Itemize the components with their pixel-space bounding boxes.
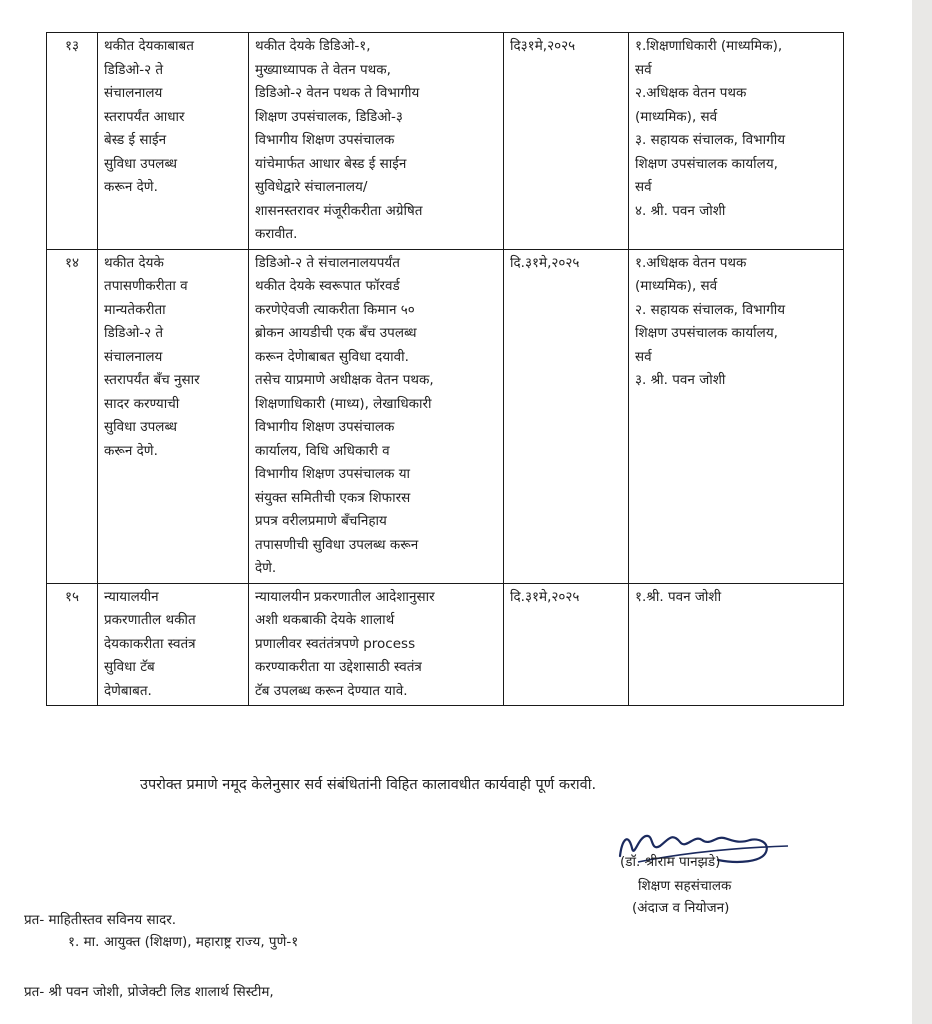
action-line: सुविधेद्वारे संचालनालय/ <box>255 179 368 195</box>
subject-line: देयकाकरीता स्वतंत्र <box>104 635 196 652</box>
table-row <box>47 249 844 583</box>
row-responsible <box>629 583 844 706</box>
row-deadline: दि.३१मे,२०२५ <box>504 583 629 706</box>
action-line: अशी थकबाकी देयके शालार्थ <box>255 612 395 628</box>
action-line: कार्यालय, विधि अधिकारी व <box>255 442 390 459</box>
action-line: थकीत देयके डिडिओ-१, <box>255 38 371 54</box>
action-line: विभागीय शिक्षण उपसंचालक या <box>255 466 411 482</box>
signatory-designation: शिक्षण सहसंचालक <box>638 878 732 894</box>
action-line: टॅब उपलब्ध करून देण्यात यावे. <box>255 682 408 699</box>
responsible-line: ३. श्री. पवन जोशी <box>635 372 726 388</box>
subject-line: सुविधा टॅब <box>104 659 155 675</box>
action-line: डिडिओ-२ ते संचालनालयपर्यंत <box>255 254 400 271</box>
responsible-line: (माध्यमिक), सर्व <box>635 108 718 125</box>
responsible-line: ३. सहायक संचालक, विभागीय <box>635 132 786 148</box>
table-row <box>47 33 844 250</box>
action-line: मुख्याध्यापक ते वेतन पथक, <box>255 61 391 78</box>
action-line: न्यायालयीन प्रकरणातील आदेशानुसार <box>255 588 435 605</box>
action-line: शासनस्तरावर मंजूरीकरीता अग्रेषित <box>255 202 423 219</box>
action-line: करून देणेाबाबत सुविधा दयावी. <box>255 348 409 365</box>
subject-line: सुविधा उपलब्ध <box>104 419 177 435</box>
closing-note: उपरोक्त प्रमाणे नमूद केलेनुसार सर्व संबंधितांनी विहित कालावधीत कार्यवाही पूर्ण करावी. <box>140 777 597 793</box>
row-number: १३ <box>47 33 98 250</box>
action-line: विभागीय शिक्षण उपसंचालक <box>255 419 395 435</box>
row-subject <box>98 33 249 250</box>
row-subject <box>98 249 249 583</box>
responsible-line: ४. श्री. पवन जोशी <box>635 202 726 219</box>
row-subject <box>98 583 249 706</box>
action-line: ब्रोकन आयडीची एक बँच उपलब्ध <box>255 325 417 341</box>
responsible-line: १.शिक्षणाधिकारी (माध्यमिक), <box>635 38 783 54</box>
subject-line: मान्यतेकरीता <box>104 301 166 318</box>
subject-line: स्तरापर्यंत आधार <box>104 108 185 125</box>
subject-line: सादर करण्याची <box>104 395 180 412</box>
row-action <box>249 33 504 250</box>
signatory-department: (अंदाज व नियोजन) <box>632 900 730 916</box>
subject-line: प्रकरणातील थकीत <box>104 612 196 628</box>
subject-line: थकीत देयके <box>104 254 164 271</box>
subject-line: तपासणीकरीता व <box>104 278 188 294</box>
row-number: १५ <box>47 583 98 706</box>
subject-line: डिडिओ-२ ते <box>104 325 164 341</box>
subject-line: करून देणे. <box>104 179 158 195</box>
action-line: तपासणीची सुविधा उपलब्ध करून <box>255 536 419 553</box>
action-line: शिक्षण उपसंचालक, डिडिओ-३ <box>255 108 403 125</box>
subject-line: संचालनालय <box>104 348 163 365</box>
responsible-line: शिक्षण उपसंचालक कार्यालय, <box>635 155 778 172</box>
row-deadline: दि३१मे,२०२५ <box>504 33 629 250</box>
action-table <box>46 32 844 706</box>
responsible-line: १.श्री. पवन जोशी <box>635 588 722 605</box>
signatory-name: (डॉ. श्रीराम पानझडे) <box>620 854 721 870</box>
subject-line: न्यायालयीन <box>104 588 159 605</box>
page-edge <box>912 0 932 1024</box>
responsible-line: २. सहायक संचालक, विभागीय <box>635 301 786 318</box>
responsible-line: सर्व <box>635 61 652 78</box>
action-line: करणेऐवजी त्याकरीता किमान ५० <box>255 301 415 318</box>
row-action <box>249 249 504 583</box>
action-line: करण्याकरीता या उद्देशासाठी स्वतंत्र <box>255 659 422 675</box>
subject-line: स्तरापर्यंत बँच नुसार <box>104 372 200 388</box>
action-line: थकीत देयके स्वरूपात फॉरवर्ड <box>255 278 400 294</box>
subject-line: संचालनालय <box>104 85 163 101</box>
subject-line: बेस्ड ई साईन <box>104 132 167 148</box>
action-line: डिडिओ-२ वेतन पथक ते विभागीय <box>255 85 420 101</box>
table-row <box>47 583 844 706</box>
responsible-line: १.अधिक्षक वेतन पथक <box>635 254 747 271</box>
responsible-line: (माध्यमिक), सर्व <box>635 278 718 294</box>
subject-line: डिडिओ-२ ते <box>104 61 164 78</box>
subject-line: सुविधा उपलब्ध <box>104 155 177 172</box>
action-line: शिक्षणाधिकारी (माध्य), लेखाधिकारी <box>255 395 432 412</box>
responsible-line: सर्व <box>635 179 652 195</box>
row-responsible <box>629 33 844 250</box>
row-action <box>249 583 504 706</box>
responsible-line: सर्व <box>635 348 652 365</box>
action-line: करावीत. <box>255 226 298 242</box>
row-responsible <box>629 249 844 583</box>
row-number: १४ <box>47 249 98 583</box>
copy-to-item: १. मा. आयुक्त (शिक्षण), महाराष्ट्र राज्य, पुणे-१ <box>68 934 299 950</box>
action-line: यांचेमार्फत आधार बेस्ड ई साईन <box>255 155 407 172</box>
row-deadline: दि.३१मे,२०२५ <box>504 249 629 583</box>
responsible-line: २.अधिक्षक वेतन पथक <box>635 85 747 101</box>
subject-line: देणेबाबत. <box>104 682 152 699</box>
action-line: प्रपत्र वरीलप्रमाणे बँचनिहाय <box>255 513 387 529</box>
action-line: तसेच याप्रमाणे अधीक्षक वेतन पथक, <box>255 372 434 388</box>
subject-line: करून देणे. <box>104 442 158 459</box>
copy-to-label: प्रत- माहितीस्तव सविनय सादर. <box>24 912 177 928</box>
action-line: प्रणालीवर स्वतंतंत्रपणे process <box>255 635 416 652</box>
action-line: देणे. <box>255 560 277 576</box>
copy-to-label-2: प्रत- श्री पवन जोशी, प्रोजेक्टी लिड शालार्थ सिस्टीम, <box>24 984 274 1000</box>
responsible-line: शिक्षण उपसंचालक कार्यालय, <box>635 325 778 341</box>
action-line: संयुक्त समितीची एकत्र शिफारस <box>255 489 411 506</box>
subject-line: थकीत देयकाबाबत <box>104 38 194 54</box>
action-line: विभागीय शिक्षण उपसंचालक <box>255 132 395 148</box>
